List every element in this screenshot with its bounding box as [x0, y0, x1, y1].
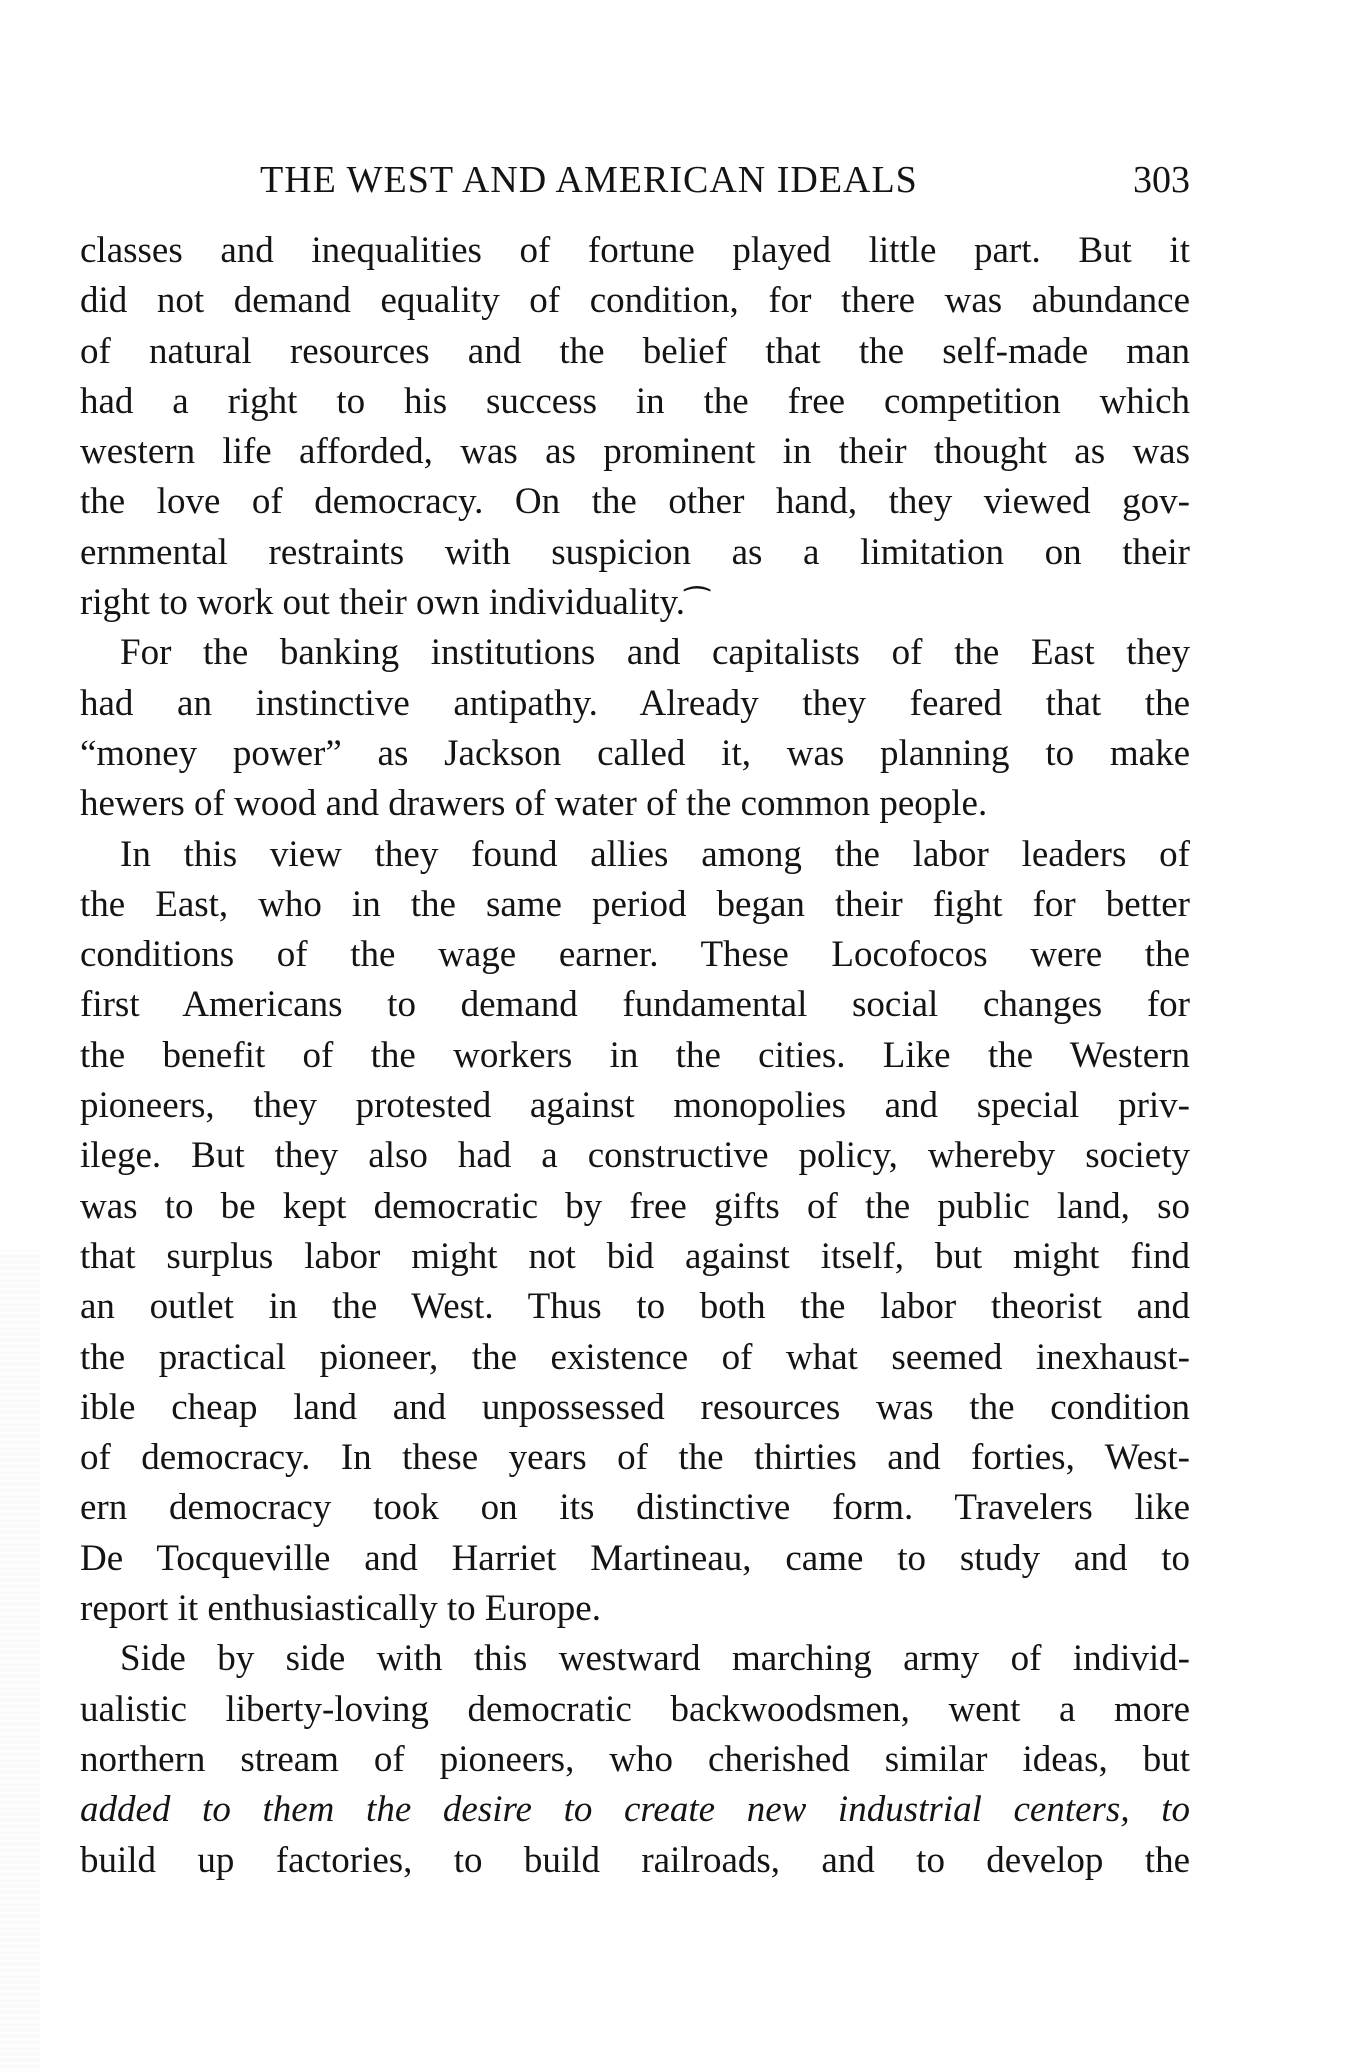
text-line: In this view they found allies among the labor leaders of — [120, 833, 1190, 875]
text-line: pioneers, they protested against monopolies and special priv- — [80, 1085, 1190, 1127]
body-text — [80, 226, 1190, 1886]
text-line: De Tocqueville and Harriet Martineau, came to study and to — [80, 1537, 1190, 1579]
text-line: added to them the desire to create new industrial centers, to — [80, 1789, 1190, 1831]
text-line: of natural resources and the belief that the self-made man — [80, 330, 1190, 372]
text-line: the benefit of the workers in the cities. Like the Western — [80, 1034, 1190, 1076]
text-line: the East, who in the same period began their fight for better — [80, 883, 1190, 925]
text-line: ualistic liberty-loving democratic backwoodsmen, went a more — [80, 1688, 1190, 1730]
text-line-with-mark — [80, 578, 1190, 628]
paragraph-4 — [80, 1634, 1190, 1885]
text-line: build up factories, to build railroads, and to develop the — [80, 1839, 1190, 1881]
bracket-mark: ⁀ — [684, 588, 710, 622]
text-line: that surplus labor might not bid against itself, but might find — [80, 1235, 1190, 1277]
text-line: western life afforded, was as prominent in their thought as was — [80, 431, 1190, 473]
running-head: THE WEST AND AMERICAN IDEALS — [260, 159, 918, 201]
text-line: the love of democracy. On the other hand, they viewed gov- — [80, 481, 1190, 523]
text-line: had an instinctive antipathy. Already they feared that the — [80, 682, 1190, 724]
text-line: first Americans to demand fundamental social changes for — [80, 984, 1190, 1026]
text-line: “money power” as Jackson called it, was planning to make — [80, 732, 1190, 774]
text-line: For the banking institutions and capitalists of the East they — [120, 632, 1190, 674]
text-line: ern democracy took on its distinctive form. Travelers like — [80, 1487, 1190, 1529]
text-line: an outlet in the West. Thus to both the labor theorist and — [80, 1286, 1190, 1328]
scan-edge — [0, 1250, 40, 2072]
text-line: had a right to his success in the free competition which — [80, 380, 1190, 422]
text-line: conditions of the wage earner. These Locofocos were the — [80, 934, 1190, 976]
text-line: the practical pioneer, the existence of what seemed inexhaust- — [80, 1336, 1190, 1378]
text-line: right to work out their own individuality. — [80, 582, 685, 624]
text-line: classes and inequalities of fortune played little part. But it — [80, 230, 1190, 271]
text-line: report it enthusiastically to Europe. — [80, 1588, 601, 1630]
text-line: of democracy. In these years of the thirties and forties, West- — [80, 1437, 1190, 1479]
text-line: ernmental restraints with suspicion as a limitation on their — [80, 531, 1190, 573]
paragraph-2 — [80, 628, 1190, 829]
paragraph-3 — [80, 830, 1190, 1635]
text-line: was to be kept democratic by free gifts of the public land, so — [80, 1185, 1190, 1227]
paragraph-1 — [80, 226, 1190, 628]
text-line: did not demand equality of condition, for there was abundance — [80, 280, 1190, 322]
text-line: Side by side with this westward marching army of individ- — [120, 1638, 1190, 1680]
text-line: ilege. But they also had a constructive policy, whereby society — [80, 1135, 1190, 1177]
page-number: 303 — [1133, 159, 1190, 201]
text-line: ible cheap land and unpossessed resources was the condition — [80, 1386, 1190, 1428]
text-line: northern stream of pioneers, who cherished similar ideas, but — [80, 1738, 1190, 1780]
page-header — [80, 150, 1190, 210]
text-line: hewers of wood and drawers of water of the common people. — [80, 783, 988, 825]
